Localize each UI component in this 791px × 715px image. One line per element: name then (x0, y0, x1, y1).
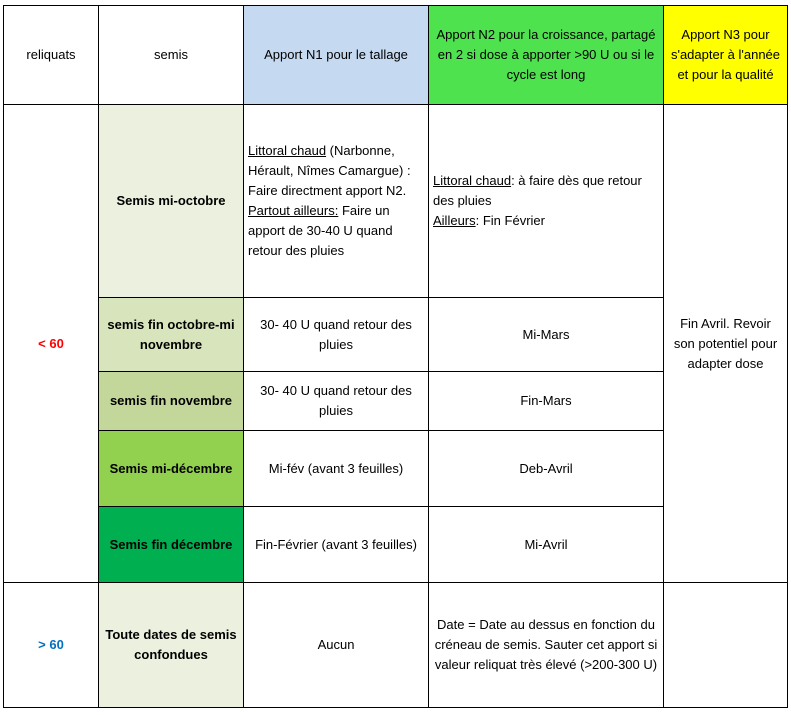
region-label: Littoral chaud (248, 143, 327, 158)
apport-n1-cell: Mi-fév (avant 3 feuilles) (244, 431, 429, 507)
apport-n1-cell: Fin-Février (avant 3 feuilles) (244, 507, 429, 583)
apport-n3-high-cell (664, 583, 788, 708)
apport-n2-cell: Date = Date au dessus en fonction du créneau de semis. Sauter cet apport si valeur reliquat très élevé (>200-300 U) (429, 583, 664, 708)
reliquat-low-cell: < 60 (4, 105, 99, 583)
apport-n2-cell (429, 105, 664, 298)
apport-n3-low-cell: Fin Avril. Revoir son potentiel pour adapter dose (664, 105, 788, 583)
region-label: Littoral chaud (433, 173, 512, 188)
apport-n1-cell: Aucun (244, 583, 429, 708)
semis-cell: Toute dates de semis confondues (99, 583, 244, 708)
apport-n1-cell (244, 105, 429, 298)
semis-cell: Semis fin décembre (99, 507, 244, 583)
apport-text: Faire un apport de 30-40 U quand retour des pluies (248, 203, 393, 258)
header-row (4, 6, 788, 105)
semis-cell: semis fin octobre-mi novembre (99, 298, 244, 372)
reliquat-high-cell: > 60 (4, 583, 99, 708)
header-apport-n3: Apport N3 pour s'adapter à l'année et pour la qualité (664, 6, 788, 105)
header-apport-n2: Apport N2 pour la croissance, partagé en 2 si dose à apporter >90 U ou si le cycle est long (429, 6, 664, 105)
apport-text: : Fin Février (475, 213, 545, 228)
apport-n2-cell: Fin-Mars (429, 372, 664, 431)
table-row (4, 105, 788, 298)
region-label: Partout ailleurs: (248, 203, 339, 218)
apport-text: : à faire dès que retour des pluies (433, 173, 642, 208)
header-reliquats: reliquats (4, 6, 99, 105)
apport-n2-cell: Mi-Avril (429, 507, 664, 583)
semis-cell: Semis mi-décembre (99, 431, 244, 507)
apport-n1-cell: 30- 40 U quand retour des pluies (244, 372, 429, 431)
semis-cell: Semis mi-octobre (99, 105, 244, 298)
apport-n2-cell: Mi-Mars (429, 298, 664, 372)
apport-n1-cell: 30- 40 U quand retour des pluies (244, 298, 429, 372)
fertilization-table (3, 5, 788, 708)
apport-n2-cell: Deb-Avril (429, 431, 664, 507)
header-semis: semis (99, 6, 244, 105)
header-apport-n1: Apport N1 pour le tallage (244, 6, 429, 105)
semis-cell: semis fin novembre (99, 372, 244, 431)
table-row (4, 583, 788, 708)
region-label: Ailleurs (433, 213, 476, 228)
apport-text: (Narbonne, Hérault, Nîmes Camargue) : Faire directment apport N2. (248, 143, 411, 198)
